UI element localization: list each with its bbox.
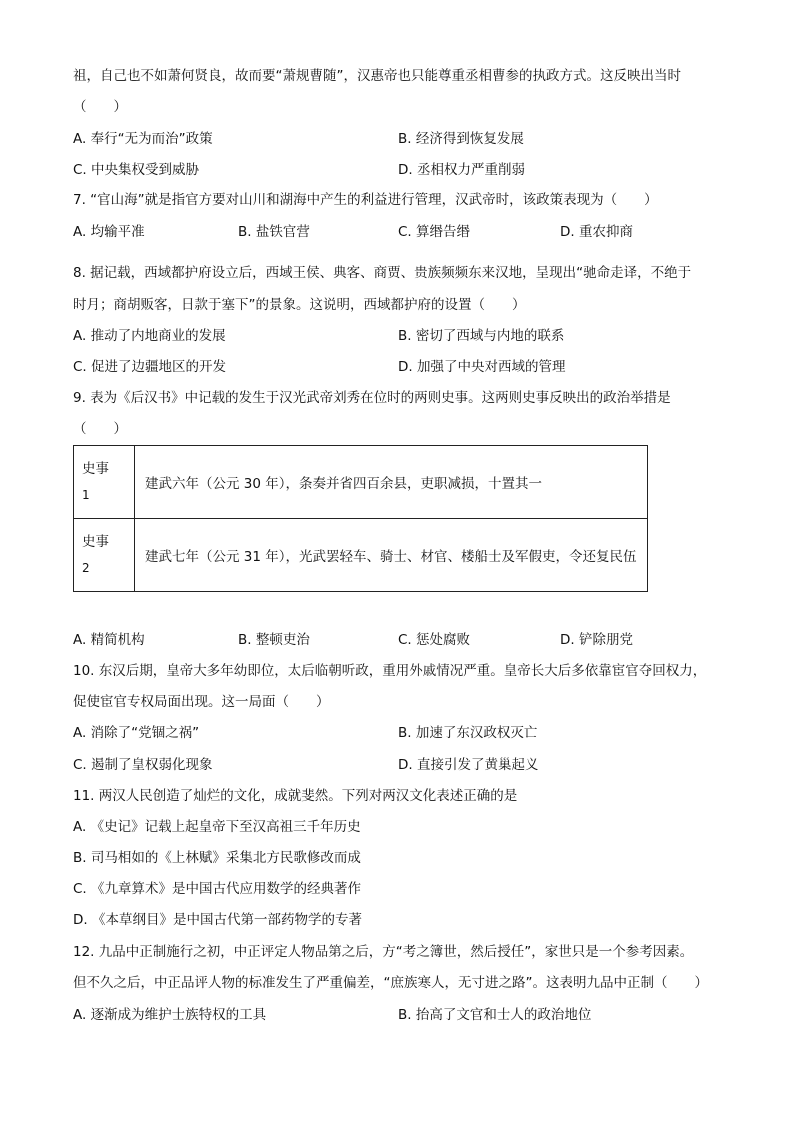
q8-options-row2 (73, 357, 733, 377)
q7-option-a[interactable]: A. 均输平准 (73, 224, 145, 240)
q6-options-row1 (73, 129, 733, 149)
q9-options (73, 630, 733, 650)
q10-options-row1 (73, 723, 733, 743)
q7-stem: 7. “官山海”就是指官方要对山川和湖海中产生的利益进行管理，汉武帝时，该政策表现为（ ） (73, 192, 658, 208)
q10-option-a[interactable]: A. 消除了“党锢之祸” (73, 725, 200, 741)
q12-stem-line1: 12. 九品中正制施行之初，中正评定人物品第之后，方“考之簿世，然后授任”，家世只是一个参考因素。 (73, 944, 694, 960)
q9-option-c[interactable]: C. 惩处腐败 (398, 632, 471, 648)
q9-option-a[interactable]: A. 精简机构 (73, 632, 145, 648)
q7-options (73, 222, 733, 242)
q8-option-b[interactable]: B. 密切了西域与内地的联系 (398, 328, 565, 344)
q10-option-d[interactable]: D. 直接引发了黄巢起义 (398, 757, 539, 773)
q6-option-b[interactable]: B. 经济得到恢复发展 (398, 131, 524, 147)
q7-option-b[interactable]: B. 盐铁官营 (238, 224, 310, 240)
q9-stem-line1: 9. 表为《后汉书》中记载的发生于汉光武帝刘秀在位时的两则史事。这两则史事反映出的政治举措是 (73, 390, 671, 406)
q6-blank: （ ） (73, 99, 127, 115)
q7-option-c[interactable]: C. 算缗告缗 (398, 224, 471, 240)
q6-option-a[interactable]: A. 奉行“无为而治”政策 (73, 131, 213, 147)
table-key-number: 1 (82, 488, 90, 502)
table-key-number: 2 (82, 561, 90, 575)
q10-option-c[interactable]: C. 遏制了皇权弱化现象 (73, 757, 213, 773)
q12-options-row1 (73, 1005, 733, 1025)
table-row (74, 519, 648, 592)
q11-option-a[interactable]: A. 《史记》记载上起皇帝下至汉高祖三千年历史 (73, 819, 361, 835)
q6-option-c[interactable]: C. 中央集权受到威胁 (73, 162, 200, 178)
q9-option-b[interactable]: B. 整顿吏治 (238, 632, 310, 648)
q8-stem-line1: 8. 据记载，西域都护府设立后，西域王侯、典客、商贾、贵族频频东来汉地，呈现出“驰命走译，不绝于 (73, 265, 692, 281)
table-value-cell: 建武七年（公元 31 年），光武罢轻车、骑士、材官、楼船士及军假吏，令还复民伍 (135, 519, 648, 592)
q10-options-row2 (73, 755, 733, 775)
q8-stem-line2: 时月；商胡贩客，日款于塞下”的景象。这说明，西域都护府的设置（ ） (73, 297, 526, 313)
q12-option-a[interactable]: A. 逐渐成为维护士族特权的工具 (73, 1007, 267, 1023)
table-row (74, 446, 648, 519)
history-table (73, 445, 648, 592)
q8-options-row1 (73, 326, 733, 346)
table-key-label: 史事 (82, 461, 109, 477)
q9-blank: （ ） (73, 421, 127, 437)
q10-stem-line1: 10. 东汉后期，皇帝大多年幼即位，太后临朝听政，重用外戚情况严重。皇帝长大后多依靠宦官夺回权力， (73, 663, 707, 679)
q8-option-a[interactable]: A. 推动了内地商业的发展 (73, 328, 226, 344)
table-key-cell (74, 519, 135, 592)
q8-option-d[interactable]: D. 加强了中央对西域的管理 (398, 359, 566, 375)
q10-stem-line2: 促使宦官专权局面出现。这一局面（ ） (73, 694, 330, 710)
q9-option-d[interactable]: D. 铲除朋党 (560, 632, 633, 648)
q12-option-b[interactable]: B. 抬高了文官和士人的政治地位 (398, 1007, 592, 1023)
q6-options-row2 (73, 160, 733, 180)
q11-option-b[interactable]: B. 司马相如的《上林赋》采集北方民歌修改而成 (73, 850, 361, 866)
q11-option-d[interactable]: D. 《本草纲目》是中国古代第一部药物学的专著 (73, 912, 362, 928)
q11-option-c[interactable]: C. 《九章算术》是中国古代应用数学的经典著作 (73, 881, 362, 897)
table-value-cell: 建武六年（公元 30 年），条奏并省四百余县，吏职减损，十置其一 (135, 446, 648, 519)
q11-stem: 11. 两汉人民创造了灿烂的文化，成就斐然。下列对两汉文化表述正确的是 (73, 788, 518, 804)
q8-option-c[interactable]: C. 促进了边疆地区的开发 (73, 359, 227, 375)
q7-option-d[interactable]: D. 重农抑商 (560, 224, 633, 240)
q6-stem-line1: 祖，自己也不如萧何贤良，故而要“萧规曹随”，汉惠帝也只能尊重丞相曹参的执政方式。这反映出当时 (73, 68, 681, 84)
table-key-label: 史事 (82, 534, 109, 550)
q6-option-d[interactable]: D. 丞相权力严重削弱 (398, 162, 525, 178)
table-key-cell (74, 446, 135, 519)
q12-stem-line2: 但不久之后，中正品评人物的标准发生了严重偏差，“庶族寒人，无寸进之路”。这表明九品中正制（ ） (73, 975, 708, 991)
q10-option-b[interactable]: B. 加速了东汉政权灭亡 (398, 725, 538, 741)
